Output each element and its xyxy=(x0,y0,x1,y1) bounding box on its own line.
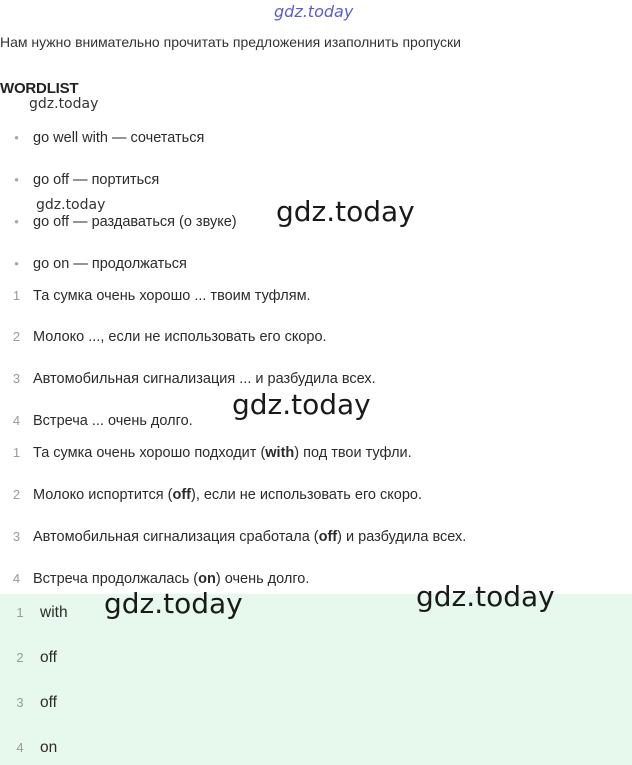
list-item xyxy=(0,130,204,146)
answer-text: on xyxy=(40,739,58,756)
filled-item xyxy=(0,529,466,545)
filled-item xyxy=(0,445,412,461)
watermark-small: gdz.today xyxy=(36,197,106,213)
bullet-icon: • xyxy=(14,130,19,145)
answer-word: with xyxy=(265,445,295,461)
intro-text: Нам нужно внимательно прочитать предложения изаполнить пропуски xyxy=(0,34,461,50)
item-number: 1 xyxy=(12,288,21,303)
answer-text: with xyxy=(40,604,68,621)
list-item xyxy=(0,214,237,230)
item-number: 3 xyxy=(12,371,21,386)
answer-item xyxy=(0,649,57,667)
watermark-top: gdz.today xyxy=(274,2,354,21)
item-number: 2 xyxy=(12,487,21,502)
task-text: Встреча ... очень долго. xyxy=(33,413,193,429)
item-number: 2 xyxy=(16,650,24,665)
watermark-small: gdz.today xyxy=(29,96,99,112)
filled-text: Молоко испортится (off), если не использовать его скоро. xyxy=(33,487,423,503)
filled-text: Автомобильная сигнализация сработала (off) и разбудила всех. xyxy=(33,529,467,545)
bullet-icon: • xyxy=(14,214,19,229)
answers-panel xyxy=(0,594,632,765)
item-number: 2 xyxy=(12,329,21,344)
task-text: Молоко ..., если не использовать его скоро. xyxy=(33,329,327,345)
task-text: Та сумка очень хорошо ... твоим туфлям. xyxy=(33,288,311,304)
item-number: 3 xyxy=(12,529,21,544)
answer-item xyxy=(0,694,57,712)
bullet-icon: • xyxy=(14,256,19,271)
list-item xyxy=(0,256,187,272)
wordlist-heading: WORDLIST xyxy=(0,80,79,97)
answer-word: off xyxy=(318,529,338,545)
answer-item xyxy=(0,739,57,757)
task-text: Автомобильная сигнализация ... и разбудила всех. xyxy=(33,371,376,387)
filled-item xyxy=(0,487,422,503)
item-number: 4 xyxy=(12,413,21,428)
task-item xyxy=(0,329,327,345)
item-number: 1 xyxy=(16,605,24,620)
answer-word: off xyxy=(172,487,191,503)
answer-text: off xyxy=(40,649,57,666)
filled-text: Встреча продолжалась (on) очень долго. xyxy=(33,571,310,587)
watermark-big: gdz.today xyxy=(276,195,415,228)
filled-text: Та сумка очень хорошо подходит (with) под твои туфли. xyxy=(33,445,412,461)
item-number: 4 xyxy=(12,571,21,586)
task-item xyxy=(0,371,376,387)
item-number: 4 xyxy=(16,740,24,755)
task-item xyxy=(0,413,193,429)
list-item xyxy=(0,172,159,188)
wordlist-item: go well with — сочетаться xyxy=(33,130,205,146)
item-number: 3 xyxy=(16,695,24,710)
answer-word: on xyxy=(198,571,216,587)
answer-item xyxy=(0,604,68,622)
answer-text: off xyxy=(40,694,57,711)
wordlist-item: go on — продолжаться xyxy=(33,256,187,272)
wordlist-item: go off — раздаваться (о звуке) xyxy=(33,214,237,230)
item-number: 1 xyxy=(12,445,21,460)
bullet-icon: • xyxy=(14,172,19,187)
filled-item xyxy=(0,571,309,587)
task-item xyxy=(0,288,311,304)
watermark-big: gdz.today xyxy=(104,587,243,620)
watermark-big: gdz.today xyxy=(416,580,555,613)
watermark-big: gdz.today xyxy=(232,388,371,421)
wordlist-item: go off — портиться xyxy=(33,172,160,188)
